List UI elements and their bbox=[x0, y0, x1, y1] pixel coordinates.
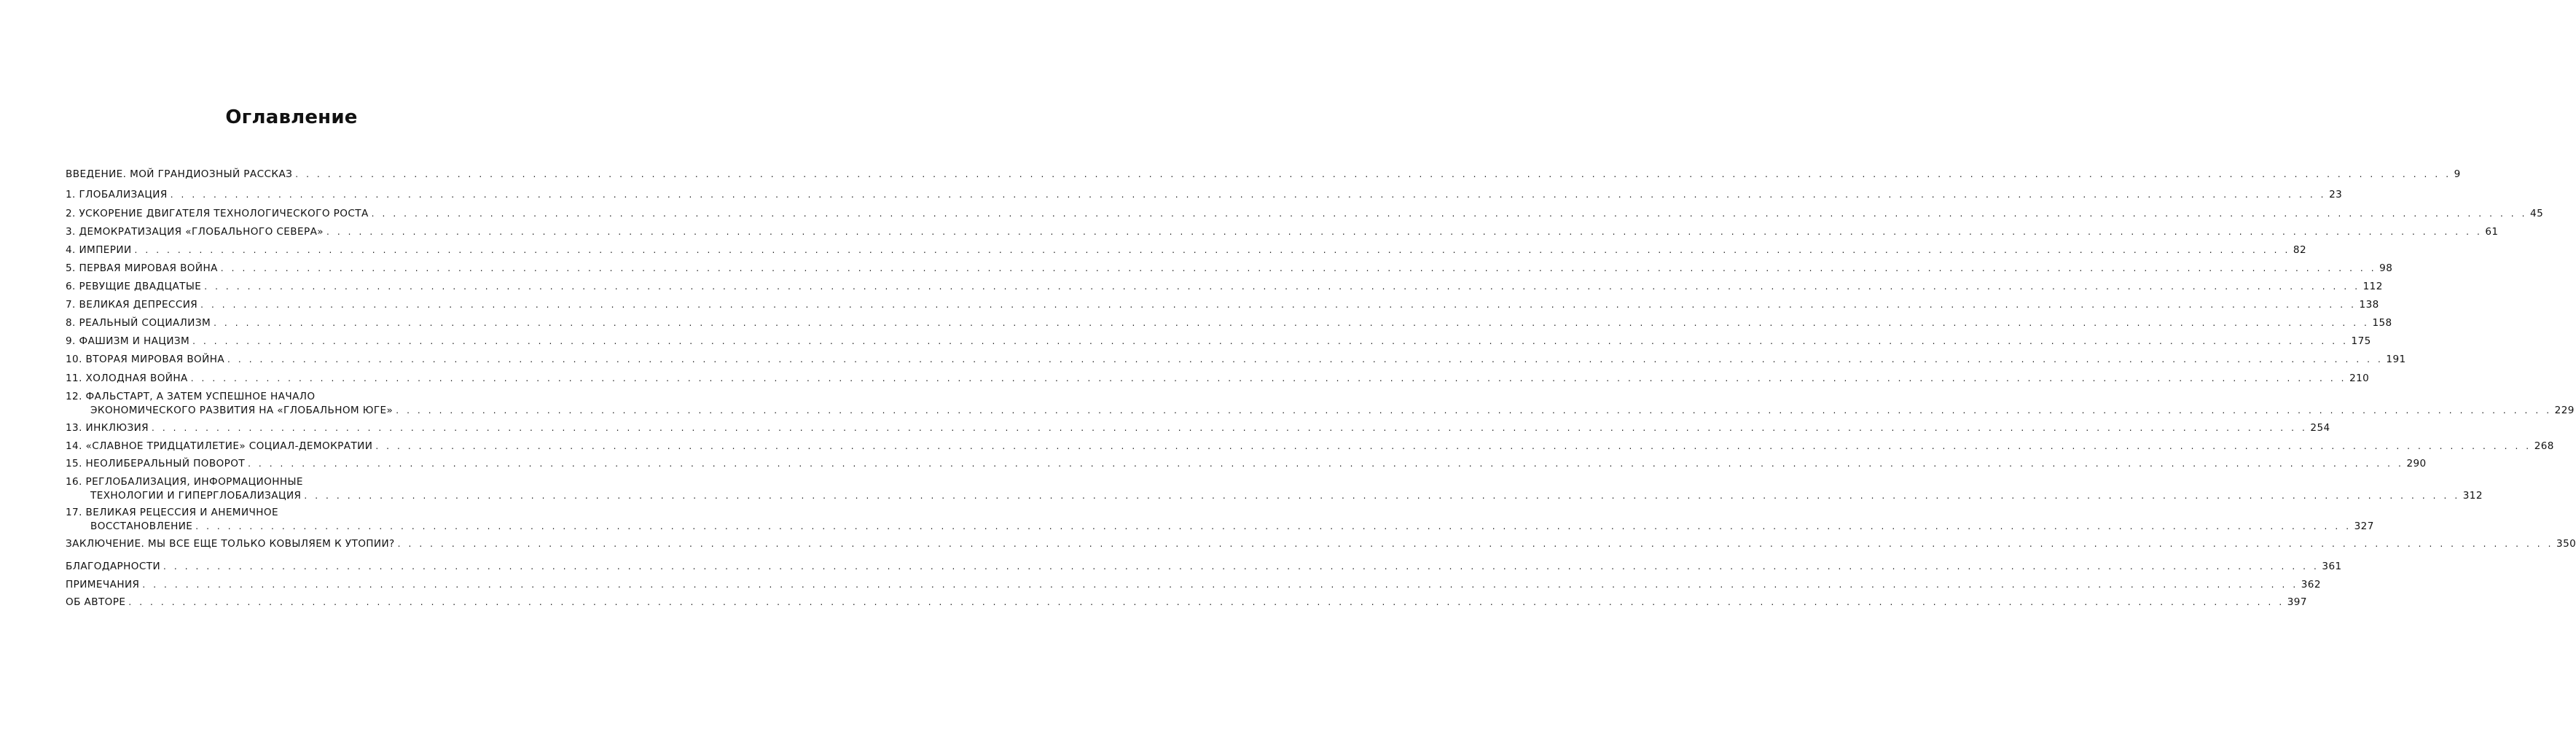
toc-entry[interactable] bbox=[66, 475, 2483, 503]
toc-entry[interactable] bbox=[66, 421, 2330, 435]
dot-leader: . . . . . . . . . . . . . . . . . . . . . . . . . . . . . . . . . . . . . . . . . . . . . . . . . . . . . . . . . . . . . . . . . . . . . . . . . . . . . . . . . . . . . . . . . . . . . . . . . . . . . . . . . . . . . . . . . . . . . . . . . . . . . . . . . . . . . . . . . . . . . . . . . . . . . . . . . . . . . . . . . . . . . . . . . . . . . . . . . . . . . . . . . . . . . . . . . . . . . . . . bbox=[190, 373, 2347, 383]
toc-row bbox=[66, 440, 2554, 453]
dot-leader: . . . . . . . . . . . . . . . . . . . . . . . . . . . . . . . . . . . . . . . . . . . . . . . . . . . . . . . . . . . . . . . . . . . . . . . . . . . . . . . . . . . . . . . . . . . . . . . . . . . . . . . . . . . . . . . . . . . . . . . . . . . . . . . . . . . . . . . . . . . . . . . . . . . . . . . . . . . . . . . . . . . . . . . . . . . . . . . . . . . . . . . . . . . . . . . . . . . . . . . . bbox=[326, 227, 2483, 237]
toc-row bbox=[66, 489, 2483, 503]
toc-entry[interactable] bbox=[66, 578, 2321, 592]
toc-page-number: 254 bbox=[2310, 422, 2330, 434]
toc-entry[interactable] bbox=[66, 243, 2307, 257]
dot-leader: . . . . . . . . . . . . . . . . . . . . . . . . . . . . . . . . . . . . . . . . . . . . . . . . . . . . . . . . . . . . . . . . . . . . . . . . . . . . . . . . . . . . . . . . . . . . . . . . . . . . . . . . . . . . . . . . . . . . . . . . . . . . . . . . . . . . . . . . . . . . . . . . . . . . . . . . . . . . . . . . . . . . . . . . . . . . . . . . . . . . . . . . . . . . . . . . . . . . . . . . bbox=[195, 521, 2352, 531]
toc-entry[interactable] bbox=[66, 372, 2370, 386]
dot-leader: . . . . . . . . . . . . . . . . . . . . . . . . . . . . . . . . . . . . . . . . . . . . . . . . . . . . . . . . . . . . . . . . . . . . . . . . . . . . . . . . . . . . . . . . . . . . . . . . . . . . . . . . . . . . . . . . . . . . . . . . . . . . . . . . . . . . . . . . . . . . . . . . . . . . . . . . . . . . . . . . . . . . . . . . . . . . . . . . . . . . . . . . . . . . . . . . . . . . . . . . bbox=[170, 190, 2327, 200]
dot-leader: . . . . . . . . . . . . . . . . . . . . . . . . . . . . . . . . . . . . . . . . . . . . . . . . . . . . . . . . . . . . . . . . . . . . . . . . . . . . . . . . . . . . . . . . . . . . . . . . . . . . . . . . . . . . . . . . . . . . . . . . . . . . . . . . . . . . . . . . . . . . . . . . . . . . . . . . . . . . . . . . . . . . . . . . . . . . . . . . . . . . . . . . . . . . . . . . . . . . . . . . bbox=[227, 354, 2384, 364]
dot-leader: . . . . . . . . . . . . . . . . . . . . . . . . . . . . . . . . . . . . . . . . . . . . . . . . . . . . . . . . . . . . . . . . . . . . . . . . . . . . . . . . . . . . . . . . . . . . . . . . . . . . . . . . . . . . . . . . . . . . . . . . . . . . . . . . . . . . . . . . . . . . . . . . . . . . . . . . . . . . . . . . . . . . . . . . . . . . . . . . . . . . . . . . . . . . . . . . . . . . . . . . bbox=[200, 300, 2357, 310]
toc-entry-label: 17. ВЕЛИКАЯ РЕЦЕССИЯ И АНЕМИЧНОЕ bbox=[66, 507, 278, 518]
toc-entry-label: ВОССТАНОВЛЕНИЕ bbox=[90, 521, 193, 532]
toc-entry[interactable] bbox=[66, 537, 2576, 551]
toc-entry[interactable] bbox=[66, 298, 2379, 312]
toc-page-number: 362 bbox=[2301, 579, 2321, 590]
toc-page-number: 327 bbox=[2354, 521, 2374, 532]
toc-row bbox=[66, 316, 2392, 330]
toc-page-number: 175 bbox=[2351, 335, 2371, 347]
toc-row bbox=[66, 596, 2307, 609]
toc-row bbox=[66, 225, 2499, 239]
dot-leader: . . . . . . . . . . . . . . . . . . . . . . . . . . . . . . . . . . . . . . . . . . . . . . . . . . . . . . . . . . . . . . . . . . . . . . . . . . . . . . . . . . . . . . . . . . . . . . . . . . . . . . . . . . . . . . . . . . . . . . . . . . . . . . . . . . . . . . . . . . . . . . . . . . . . . . . . . . . . . . . . . . . . . . . . . . . . . . . . . . . . . . . . . . . . . . . . . . . . . . . . bbox=[397, 539, 2554, 549]
toc-page-number: 158 bbox=[2372, 317, 2392, 329]
toc-entry-label: 13. ИНКЛЮЗИЯ bbox=[66, 422, 149, 434]
toc-entry-label: 7. ВЕЛИКАЯ ДЕПРЕССИЯ bbox=[66, 299, 198, 311]
toc-entry[interactable] bbox=[66, 390, 2575, 418]
toc-entry-label: 6. РЕВУЩИЕ ДВАДЦАТЫЕ bbox=[66, 281, 202, 292]
toc-entry[interactable] bbox=[66, 440, 2554, 453]
dot-leader: . . . . . . . . . . . . . . . . . . . . . . . . . . . . . . . . . . . . . . . . . . . . . . . . . . . . . . . . . . . . . . . . . . . . . . . . . . . . . . . . . . . . . . . . . . . . . . . . . . . . . . . . . . . . . . . . . . . . . . . . . . . . . . . . . . . . . . . . . . . . . . . . . . . . . . . . . . . . . . . . . . . . . . . . . . . . . . . . . . . . . . . . . . . . . . . . . . . . . . . . bbox=[396, 405, 2552, 416]
toc-page-number: 138 bbox=[2359, 299, 2379, 311]
dot-leader: . . . . . . . . . . . . . . . . . . . . . . . . . . . . . . . . . . . . . . . . . . . . . . . . . . . . . . . . . . . . . . . . . . . . . . . . . . . . . . . . . . . . . . . . . . . . . . . . . . . . . . . . . . . . . . . . . . . . . . . . . . . . . . . . . . . . . . . . . . . . . . . . . . . . . . . . . . . . . . . . . . . . . . . . . . . . . . . . . . . . . . . . . . . . . . . . . . . . . . . . bbox=[304, 491, 2460, 501]
toc-page-number: 9 bbox=[2454, 168, 2461, 180]
toc-entry-label: БЛАГОДАРНОСТИ bbox=[66, 561, 161, 572]
toc-entry[interactable] bbox=[66, 560, 2342, 574]
toc-row bbox=[66, 353, 2406, 367]
dot-leader: . . . . . . . . . . . . . . . . . . . . . . . . . . . . . . . . . . . . . . . . . . . . . . . . . . . . . . . . . . . . . . . . . . . . . . . . . . . . . . . . . . . . . . . . . . . . . . . . . . . . . . . . . . . . . . . . . . . . . . . . . . . . . . . . . . . . . . . . . . . . . . . . . . . . . . . . . . . . . . . . . . . . . . . . . . . . . . . . . . . . . . . . . . . . . . . . . . . . . . . . bbox=[134, 245, 2290, 255]
toc-row bbox=[66, 506, 482, 520]
toc-row bbox=[66, 475, 482, 489]
dot-leader: . . . . . . . . . . . . . . . . . . . . . . . . . . . . . . . . . . . . . . . . . . . . . . . . . . . . . . . . . . . . . . . . . . . . . . . . . . . . . . . . . . . . . . . . . . . . . . . . . . . . . . . . . . . . . . . . . . . . . . . . . . . . . . . . . . . . . . . . . . . . . . . . . . . . . . . . . . . . . . . . . . . . . . . . . . . . . . . . . . . . . . . . . . . . . . . . . . . . . . . . bbox=[248, 459, 2404, 469]
toc-page-number: 98 bbox=[2379, 262, 2393, 274]
toc-entry[interactable] bbox=[66, 225, 2499, 239]
toc-entry-label: 2. УСКОРЕНИЕ ДВИГАТЕЛЯ ТЕХНОЛОГИЧЕСКОГО РОСТА bbox=[66, 208, 369, 219]
toc-entry-label: 16. РЕГЛОБАЛИЗАЦИЯ, ИНФОРМАЦИОННЫЕ bbox=[66, 476, 303, 488]
toc-entry[interactable] bbox=[66, 280, 2383, 294]
toc-entry-label: 15. НЕОЛИБЕРАЛЬНЫЙ ПОВОРОТ bbox=[66, 458, 246, 469]
toc-row bbox=[66, 243, 2307, 257]
toc-entry-label: 9. ФАШИЗМ И НАЦИЗМ bbox=[66, 335, 190, 347]
toc-page-number: 45 bbox=[2530, 208, 2544, 219]
dot-leader: . . . . . . . . . . . . . . . . . . . . . . . . . . . . . . . . . . . . . . . . . . . . . . . . . . . . . . . . . . . . . . . . . . . . . . . . . . . . . . . . . . . . . . . . . . . . . . . . . . . . . . . . . . . . . . . . . . . . . . . . . . . . . . . . . . . . . . . . . . . . . . . . . . . . . . . . . . . . . . . . . . . . . . . . . . . . . . . . . . . . . . . . . . . . . . . . . . . . . . . . bbox=[152, 423, 2308, 433]
dot-leader: . . . . . . . . . . . . . . . . . . . . . . . . . . . . . . . . . . . . . . . . . . . . . . . . . . . . . . . . . . . . . . . . . . . . . . . . . . . . . . . . . . . . . . . . . . . . . . . . . . . . . . . . . . . . . . . . . . . . . . . . . . . . . . . . . . . . . . . . . . . . . . . . . . . . . . . . . . . . . . . . . . . . . . . . . . . . . . . . . . . . . . . . . . . . . . . . . . . . . . . . bbox=[204, 281, 2360, 292]
toc-entry[interactable] bbox=[66, 262, 2393, 276]
toc-entry-label: 4. ИМПЕРИИ bbox=[66, 244, 132, 256]
toc-entry-label: 3. ДЕМОКРАТИЗАЦИЯ «ГЛОБАЛЬНОГО СЕВЕРА» bbox=[66, 226, 324, 238]
dot-leader: . . . . . . . . . . . . . . . . . . . . . . . . . . . . . . . . . . . . . . . . . . . . . . . . . . . . . . . . . . . . . . . . . . . . . . . . . . . . . . . . . . . . . . . . . . . . . . . . . . . . . . . . . . . . . . . . . . . . . . . . . . . . . . . . . . . . . . . . . . . . . . . . . . . . . . . . . . . . . . . . . . . . . . . . . . . . . . . . . . . . . . . . . . . . . . . . . . . . . . . . bbox=[163, 561, 2319, 572]
toc-page-number: 112 bbox=[2362, 281, 2383, 292]
toc-row bbox=[66, 335, 2371, 348]
toc-row bbox=[66, 280, 2383, 294]
toc-page-number: 82 bbox=[2293, 244, 2307, 256]
toc-entry-label: 10. ВТОРАЯ МИРОВАЯ ВОЙНА bbox=[66, 354, 225, 365]
toc-row bbox=[66, 188, 2343, 202]
toc-entry[interactable] bbox=[66, 168, 2461, 182]
toc-page-number: 397 bbox=[2287, 596, 2307, 608]
toc-page-number: 268 bbox=[2534, 440, 2554, 452]
toc-entry-label: ЭКОНОМИЧЕСКОГО РАЗВИТИЯ НА «ГЛОБАЛЬНОМ ЮГЕ» bbox=[90, 405, 394, 416]
toc-entry-label: 8. РЕАЛЬНЫЙ СОЦИАЛИЗМ bbox=[66, 317, 211, 329]
toc-row bbox=[66, 560, 2342, 574]
dot-leader: . . . . . . . . . . . . . . . . . . . . . . . . . . . . . . . . . . . . . . . . . . . . . . . . . . . . . . . . . . . . . . . . . . . . . . . . . . . . . . . . . . . . . . . . . . . . . . . . . . . . . . . . . . . . . . . . . . . . . . . . . . . . . . . . . . . . . . . . . . . . . . . . . . . . . . . . . . . . . . . . . . . . . . . . . . . . . . . . . . . . . . . . . . . . . . . . . . . . . . . . bbox=[192, 336, 2349, 346]
toc-page-number: 361 bbox=[2322, 561, 2342, 572]
toc-entry-label: 11. ХОЛОДНАЯ ВОЙНА bbox=[66, 373, 188, 384]
toc-entry-label: ВВЕДЕНИЕ. МОЙ ГРАНДИОЗНЫЙ РАССКАЗ bbox=[66, 168, 293, 180]
toc-entry[interactable] bbox=[66, 596, 2307, 609]
toc-page-number: 61 bbox=[2485, 226, 2499, 238]
toc-page-number: 23 bbox=[2329, 189, 2343, 200]
dot-leader: . . . . . . . . . . . . . . . . . . . . . . . . . . . . . . . . . . . . . . . . . . . . . . . . . . . . . . . . . . . . . . . . . . . . . . . . . . . . . . . . . . . . . . . . . . . . . . . . . . . . . . . . . . . . . . . . . . . . . . . . . . . . . . . . . . . . . . . . . . . . . . . . . . . . . . . . . . . . . . . . . . . . . . . . . . . . . . . . . . . . . . . . . . . . . . . . . . . . . . . . bbox=[142, 580, 2298, 590]
toc-entry[interactable] bbox=[66, 207, 2544, 221]
dot-leader: . . . . . . . . . . . . . . . . . . . . . . . . . . . . . . . . . . . . . . . . . . . . . . . . . . . . . . . . . . . . . . . . . . . . . . . . . . . . . . . . . . . . . . . . . . . . . . . . . . . . . . . . . . . . . . . . . . . . . . . . . . . . . . . . . . . . . . . . . . . . . . . . . . . . . . . . . . . . . . . . . . . . . . . . . . . . . . . . . . . . . . . . . . . . . . . . . . . . . . . . bbox=[371, 208, 2528, 219]
toc-row bbox=[66, 372, 2370, 386]
toc-entry[interactable] bbox=[66, 335, 2371, 348]
toc-entry-label: 5. ПЕРВАЯ МИРОВАЯ ВОЙНА bbox=[66, 262, 218, 274]
toc-row bbox=[66, 168, 2461, 182]
toc-entry-label: ЗАКЛЮЧЕНИЕ. МЫ ВСЕ ЕЩЕ ТОЛЬКО КОВЫЛЯЕМ К УТОПИИ? bbox=[66, 538, 395, 550]
toc-entry[interactable] bbox=[66, 506, 2374, 534]
toc-row bbox=[66, 207, 2544, 221]
dot-leader: . . . . . . . . . . . . . . . . . . . . . . . . . . . . . . . . . . . . . . . . . . . . . . . . . . . . . . . . . . . . . . . . . . . . . . . . . . . . . . . . . . . . . . . . . . . . . . . . . . . . . . . . . . . . . . . . . . . . . . . . . . . . . . . . . . . . . . . . . . . . . . . . . . . . . . . . . . . . . . . . . . . . . . . . . . . . . . . . . . . . . . . . . . . . . . . . . . . . . . . . bbox=[375, 441, 2532, 451]
toc-entry-label: ОБ АВТОРЕ bbox=[66, 596, 126, 608]
dot-leader: . . . . . . . . . . . . . . . . . . . . . . . . . . . . . . . . . . . . . . . . . . . . . . . . . . . . . . . . . . . . . . . . . . . . . . . . . . . . . . . . . . . . . . . . . . . . . . . . . . . . . . . . . . . . . . . . . . . . . . . . . . . . . . . . . . . . . . . . . . . . . . . . . . . . . . . . . . . . . . . . . . . . . . . . . . . . . . . . . . . . . . . . . . . . . . . . . . . . . . . . bbox=[128, 597, 2285, 607]
toc-page-number: 210 bbox=[2349, 373, 2370, 384]
toc-page-number: 290 bbox=[2406, 458, 2427, 469]
dot-leader: . . . . . . . . . . . . . . . . . . . . . . . . . . . . . . . . . . . . . . . . . . . . . . . . . . . . . . . . . . . . . . . . . . . . . . . . . . . . . . . . . . . . . . . . . . . . . . . . . . . . . . . . . . . . . . . . . . . . . . . . . . . . . . . . . . . . . . . . . . . . . . . . . . . . . . . . . . . . . . . . . . . . . . . . . . . . . . . . . . . . . . . . . . . . . . . . . . . . . . . . bbox=[295, 169, 2451, 179]
toc-entry-label: 14. «СЛАВНОЕ ТРИДЦАТИЛЕТИЕ» СОЦИАЛ-ДЕМОКРАТИИ bbox=[66, 440, 373, 452]
toc-row bbox=[66, 457, 2427, 471]
toc-entry-label: 12. ФАЛЬСТАРТ, А ЗАТЕМ УСПЕШНОЕ НАЧАЛО bbox=[66, 391, 316, 402]
toc-entry[interactable] bbox=[66, 353, 2406, 367]
toc-row bbox=[66, 298, 2379, 312]
toc-row bbox=[66, 537, 2576, 551]
toc-row bbox=[66, 578, 2321, 592]
toc-entry[interactable] bbox=[66, 457, 2427, 471]
toc-page-number: 312 bbox=[2462, 490, 2483, 502]
toc-page-number: 191 bbox=[2386, 354, 2406, 365]
dot-leader: . . . . . . . . . . . . . . . . . . . . . . . . . . . . . . . . . . . . . . . . . . . . . . . . . . . . . . . . . . . . . . . . . . . . . . . . . . . . . . . . . . . . . . . . . . . . . . . . . . . . . . . . . . . . . . . . . . . . . . . . . . . . . . . . . . . . . . . . . . . . . . . . . . . . . . . . . . . . . . . . . . . . . . . . . . . . . . . . . . . . . . . . . . . . . . . . . . . . . . . . bbox=[214, 318, 2370, 328]
toc-page-number: 350 bbox=[2556, 538, 2576, 550]
toc-row bbox=[66, 421, 2330, 435]
toc-entry-label: 1. ГЛОБАЛИЗАЦИЯ bbox=[66, 189, 168, 200]
toc-entry-label: ПРИМЕЧАНИЯ bbox=[66, 579, 140, 590]
toc-row bbox=[66, 262, 2393, 276]
toc-row bbox=[66, 520, 2374, 534]
toc-entry-label: ТЕХНОЛОГИИ И ГИПЕРГЛОБАЛИЗАЦИЯ bbox=[90, 490, 302, 502]
toc-entry[interactable] bbox=[66, 188, 2343, 202]
dot-leader: . . . . . . . . . . . . . . . . . . . . . . . . . . . . . . . . . . . . . . . . . . . . . . . . . . . . . . . . . . . . . . . . . . . . . . . . . . . . . . . . . . . . . . . . . . . . . . . . . . . . . . . . . . . . . . . . . . . . . . . . . . . . . . . . . . . . . . . . . . . . . . . . . . . . . . . . . . . . . . . . . . . . . . . . . . . . . . . . . . . . . . . . . . . . . . . . . . . . . . . . bbox=[220, 263, 2377, 273]
toc-entry[interactable] bbox=[66, 316, 2392, 330]
toc-row bbox=[66, 404, 2575, 418]
page-title: Оглавление bbox=[225, 106, 358, 128]
toc-page-number: 229 bbox=[2554, 405, 2575, 416]
toc-row bbox=[66, 390, 482, 404]
